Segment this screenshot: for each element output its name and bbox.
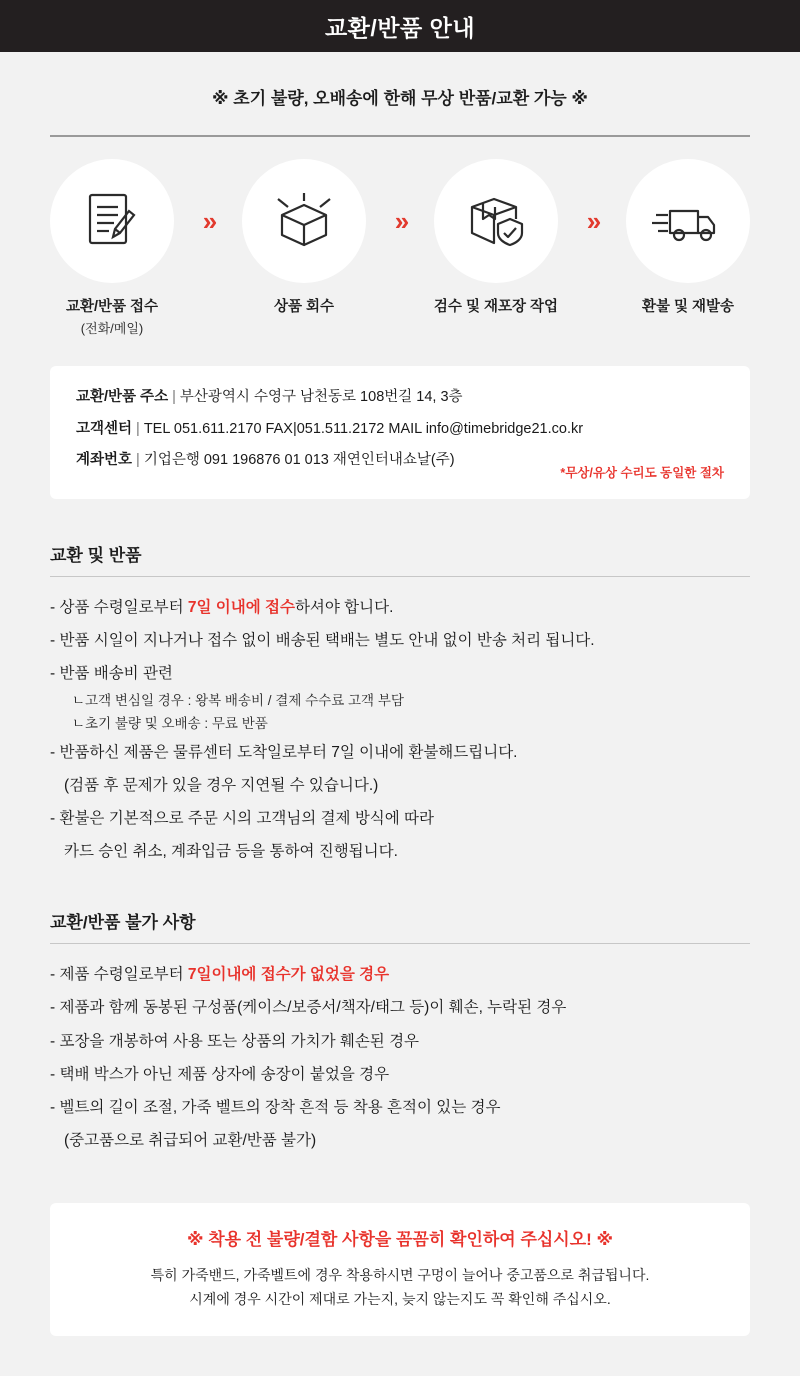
- arrow-3-icon: »: [586, 206, 598, 236]
- denied-line-1-pre: - 제품 수령일로부터: [50, 966, 188, 984]
- exchange-line-6: - 환불은 기본적으로 주문 시의 고객님의 결제 방식에 따라: [50, 810, 434, 828]
- step-1-label-text: 교환/반품 접수: [65, 299, 159, 315]
- exchange-line-1-pre: - 상품 수령일로부터: [50, 598, 188, 616]
- denied-line-2: - 제품과 함께 동봉된 구성품(케이스/보증서/책자/태그 등)이 훼손, 누락된 경우: [50, 999, 567, 1017]
- contact-info-card: [50, 366, 750, 498]
- address-value: 부산광역시 수영구 남천동로 108번길 14, 3층: [179, 389, 463, 406]
- account-separator: |: [136, 452, 140, 469]
- denied-line-5: - 벨트의 길이 조절, 가죽 벨트의 장착 흔적 등 착용 흔적이 있는 경우: [50, 1098, 501, 1116]
- denied-line-3: - 포장을 개봉하여 사용 또는 상품의 가치가 훼손된 경우: [50, 1032, 420, 1050]
- process-steps: [0, 137, 800, 338]
- exchange-section: [50, 541, 750, 869]
- denied-line-6: (중고품으로 취급되어 교환/반품 불가): [64, 1131, 317, 1149]
- delivery-truck-icon: [648, 185, 728, 257]
- exchange-line-1-emphasis: 7일 이내에 접수: [187, 598, 295, 616]
- customer-center-label: 고객센터: [76, 420, 133, 437]
- account-value: 기업은행 091 196876 01 013 재연인터내쇼날(주): [143, 452, 455, 469]
- customer-center-row: [76, 418, 724, 440]
- page-header: [0, 0, 800, 52]
- document-pencil-icon: [76, 185, 148, 257]
- step-3-label-text: 검수 및 재포장 작업: [433, 299, 559, 315]
- address-row: [76, 386, 724, 408]
- address-label: 교환/반품 주소: [76, 389, 169, 406]
- step-2-circle: [242, 159, 366, 283]
- caution-title: ※ 착용 전 불량/결함 사항을 꼼꼼히 확인하여 주십시오! ※: [186, 1229, 614, 1249]
- step-1-circle: [50, 159, 174, 283]
- step-1: [38, 159, 186, 338]
- open-box-icon: [266, 185, 342, 257]
- step-4: [614, 159, 762, 319]
- exchange-sub-1: ㄴ고객 변심일 경우 : 왕복 배송비 / 결제 수수료 고객 부담: [72, 692, 404, 708]
- arrow-2-icon: »: [394, 206, 406, 236]
- exchange-line-1: [50, 591, 750, 624]
- center-separator: |: [136, 420, 140, 437]
- step-2-label: [230, 297, 378, 319]
- step-4-label-text: 환불 및 재발송: [641, 299, 735, 315]
- denied-section-rule: [50, 943, 750, 944]
- exchange-line-5: (검품 후 문제가 있을 경우 지연될 수 있습니다.): [64, 776, 379, 794]
- caution-line-2: 시계에 경우 시간이 제대로 가는지, 늦지 않는지도 꼭 확인해 주십시오.: [189, 1290, 611, 1307]
- box-check-shield-icon: [458, 185, 534, 257]
- step-2-label-text: 상품 회수: [273, 299, 335, 315]
- step-1-sublabel: (전화/메일): [80, 320, 144, 336]
- step-2: [230, 159, 378, 319]
- notice-text: ※ 초기 불량, 오배송에 한해 무상 반품/교환 가능 ※: [212, 89, 588, 108]
- page-title: 교환/반품 안내: [324, 14, 476, 41]
- step-3-circle: [434, 159, 558, 283]
- customer-center-value: TEL 051.611.2170 FAX|051.511.2172 MAIL info@timebridge21.co.kr: [143, 420, 584, 437]
- step-4-circle: [626, 159, 750, 283]
- step-3-label: [422, 297, 570, 319]
- exchange-line-2: - 반품 시일이 지나거나 접수 없이 배송된 택배는 별도 안내 없이 반송 처리 됩니다.: [50, 631, 595, 649]
- exchange-line-4: - 반품하신 제품은 물류센터 도착일로부터 7일 이내에 환불해드립니다.: [50, 743, 518, 761]
- denied-line-1: [50, 958, 750, 991]
- exchange-section-rule: [50, 576, 750, 577]
- exchange-line-3: - 반품 배송비 관련: [50, 664, 173, 682]
- exchange-section-title: 교환 및 반품: [50, 545, 142, 565]
- step-3: [422, 159, 570, 319]
- denied-section: [50, 908, 750, 1157]
- address-separator: |: [172, 389, 176, 406]
- bottom-spacer: [0, 1336, 800, 1376]
- denied-section-title: 교환/반품 불가 사항: [50, 913, 196, 933]
- exchange-line-1-post: 하셔야 합니다.: [294, 598, 394, 616]
- exchange-sub-2: ㄴ초기 불량 및 오배송 : 무료 반품: [72, 715, 268, 731]
- exchange-line-7: 카드 승인 취소, 계좌입금 등을 통하여 진행됩니다.: [64, 843, 398, 861]
- account-label: 계좌번호: [76, 452, 133, 469]
- caution-box: [50, 1203, 750, 1336]
- denied-line-4: - 택배 박스가 아닌 제품 상자에 송장이 붙었을 경우: [50, 1065, 390, 1083]
- repair-note: *무상/유상 수리도 동일한 절차: [560, 465, 724, 480]
- caution-line-1: 특히 가죽밴드, 가죽벨트에 경우 착용하시면 구멍이 늘어나 중고품으로 취급됩니다.: [150, 1266, 650, 1283]
- step-4-label: [614, 297, 762, 319]
- arrow-1-icon: »: [202, 206, 214, 236]
- step-1-label: [38, 297, 186, 338]
- denied-line-1-emphasis: 7일이내에 접수가 없었을 경우: [187, 966, 390, 984]
